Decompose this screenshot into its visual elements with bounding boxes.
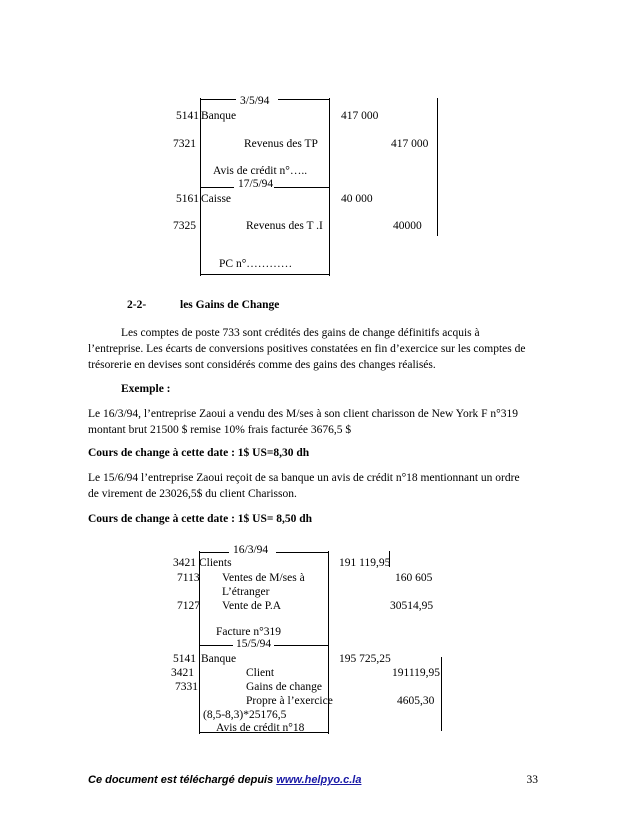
- paragraph-1-line-3: trésorerie en devises sont considérés comme des gains des changes réalisés.: [88, 359, 436, 371]
- journal4-row1-debit: 195 725,25: [339, 653, 391, 665]
- journal2-date-rule-right: [274, 187, 329, 188]
- journal3-date-rule-left: [199, 552, 229, 553]
- journal3-row1-account: 3421: [173, 557, 196, 569]
- journal1-row2-credit: 417 000: [391, 138, 429, 150]
- journal2-bottom-rule: [200, 274, 329, 275]
- journal2-row1-debit: 40 000: [341, 193, 373, 205]
- journal3-row2-label: Ventes de M/ses à: [222, 572, 305, 584]
- journal4-row2-account: 3421: [171, 667, 194, 679]
- journal1-row1-debit: 417 000: [341, 110, 379, 122]
- journal3-row1-debit: 191 119,95: [339, 557, 391, 569]
- journal2-row2-label: Revenus des T .I: [246, 220, 323, 232]
- footer-text: Ce document est téléchargé depuis: [88, 774, 277, 786]
- paragraph-1-line-2: l’entreprise. Les écarts de conversions positives constatées en fin d’exercice sur les comptes de: [88, 343, 526, 355]
- page-number: 33: [526, 774, 538, 786]
- journal4-calculation: (8,5-8,3)*25176,5: [203, 709, 287, 721]
- journal3-row1-label: Clients: [199, 557, 232, 569]
- journal3-row3-account: 7127: [177, 600, 200, 612]
- journal3-row3-credit: 30514,95: [390, 600, 434, 612]
- journal1-row1-label: Banque: [201, 110, 237, 122]
- journal1-date: 3/5/94: [240, 95, 270, 107]
- journal2-row2-credit: 40000: [393, 220, 422, 232]
- journal2-row2-account: 7325: [173, 220, 196, 232]
- journal3-date: 16/3/94: [233, 544, 269, 556]
- journal2-row1-account: 5161: [176, 193, 199, 205]
- journal4-reference: Avis de crédit n°18: [216, 722, 305, 734]
- journal4-row1-label: Banque: [201, 653, 237, 665]
- journal4-date: 15/5/94: [236, 638, 272, 650]
- journal1-date-rule-left: [200, 99, 236, 100]
- journal4-row2-credit: 191119,95: [392, 667, 441, 679]
- journal2-date: 17/5/94: [238, 178, 274, 190]
- journal3-row2-credit: 160 605: [395, 572, 433, 584]
- journal1-row1-account: 5141: [176, 110, 199, 122]
- journal1-mid-rule: [329, 98, 330, 276]
- footer-note: [88, 774, 361, 786]
- journal4-row1-account: 5141: [173, 653, 196, 665]
- journal2-date-rule-left: [200, 187, 234, 188]
- journal4-date-rule-right: [274, 645, 328, 646]
- journal4-right-rule: [441, 657, 442, 731]
- journal1-reference: Avis de crédit n°…..: [213, 165, 308, 177]
- journal3-row2-label-cont: L’étranger: [222, 586, 270, 598]
- journal3-row2-account: 7113: [177, 572, 200, 584]
- journal4-row3-label-cont: Propre à l’exercice: [246, 695, 333, 707]
- journal2-reference: PC n°…………: [219, 258, 293, 270]
- journal3-date-rule-right: [276, 552, 328, 553]
- journal1-row2-label: Revenus des TP: [244, 138, 318, 150]
- journal3-reference: Facture n°319: [216, 626, 281, 638]
- journal4-row3-credit: 4605,30: [397, 695, 435, 707]
- journal1-date-rule-right: [278, 99, 329, 100]
- paragraph-3-line-1: Le 15/6/94 l’entreprise Zaoui reçoit de sa banque un avis de crédit n°18 mentionnant un ordre: [88, 472, 520, 484]
- journal2-row1-label: Caisse: [201, 193, 232, 205]
- paragraph-1-line-1: Les comptes de poste 733 sont crédités des gains de change définitifs acquis à: [121, 327, 480, 339]
- journal4-row3-account: 7331: [175, 681, 198, 693]
- paragraph-2-line-1: Le 16/3/94, l’entreprise Zaoui a vendu des M/ses à son client charisson de New York F n°319: [88, 408, 519, 420]
- journal4-date-rule-left: [199, 645, 233, 646]
- section-number: 2-2-: [127, 299, 147, 311]
- journal4-bottom-rule: [199, 732, 328, 733]
- journal4-row3-label: Gains de change: [246, 681, 322, 693]
- journal1-right-rule: [437, 98, 438, 236]
- journal4-row2-label: Client: [246, 667, 275, 679]
- footer-link[interactable]: www.helpyo.c.la: [276, 774, 362, 786]
- exchange-rate-1: Cours de change à cette date : 1$ US=8,30 dh: [88, 447, 310, 459]
- paragraph-2-line-2: montant brut 21500 $ remise 10% frais facturée 3676,5 $: [88, 424, 352, 436]
- exemple-heading: Exemple :: [121, 383, 171, 395]
- paragraph-3-line-2: de virement de 23026,5$ du client Charisson.: [88, 488, 297, 500]
- exchange-rate-2: Cours de change à cette date : 1$ US= 8,50 dh: [88, 513, 313, 525]
- section-title: les Gains de Change: [180, 299, 280, 311]
- journal3-row3-label: Vente de P.A: [222, 600, 282, 612]
- journal1-row2-account: 7321: [173, 138, 196, 150]
